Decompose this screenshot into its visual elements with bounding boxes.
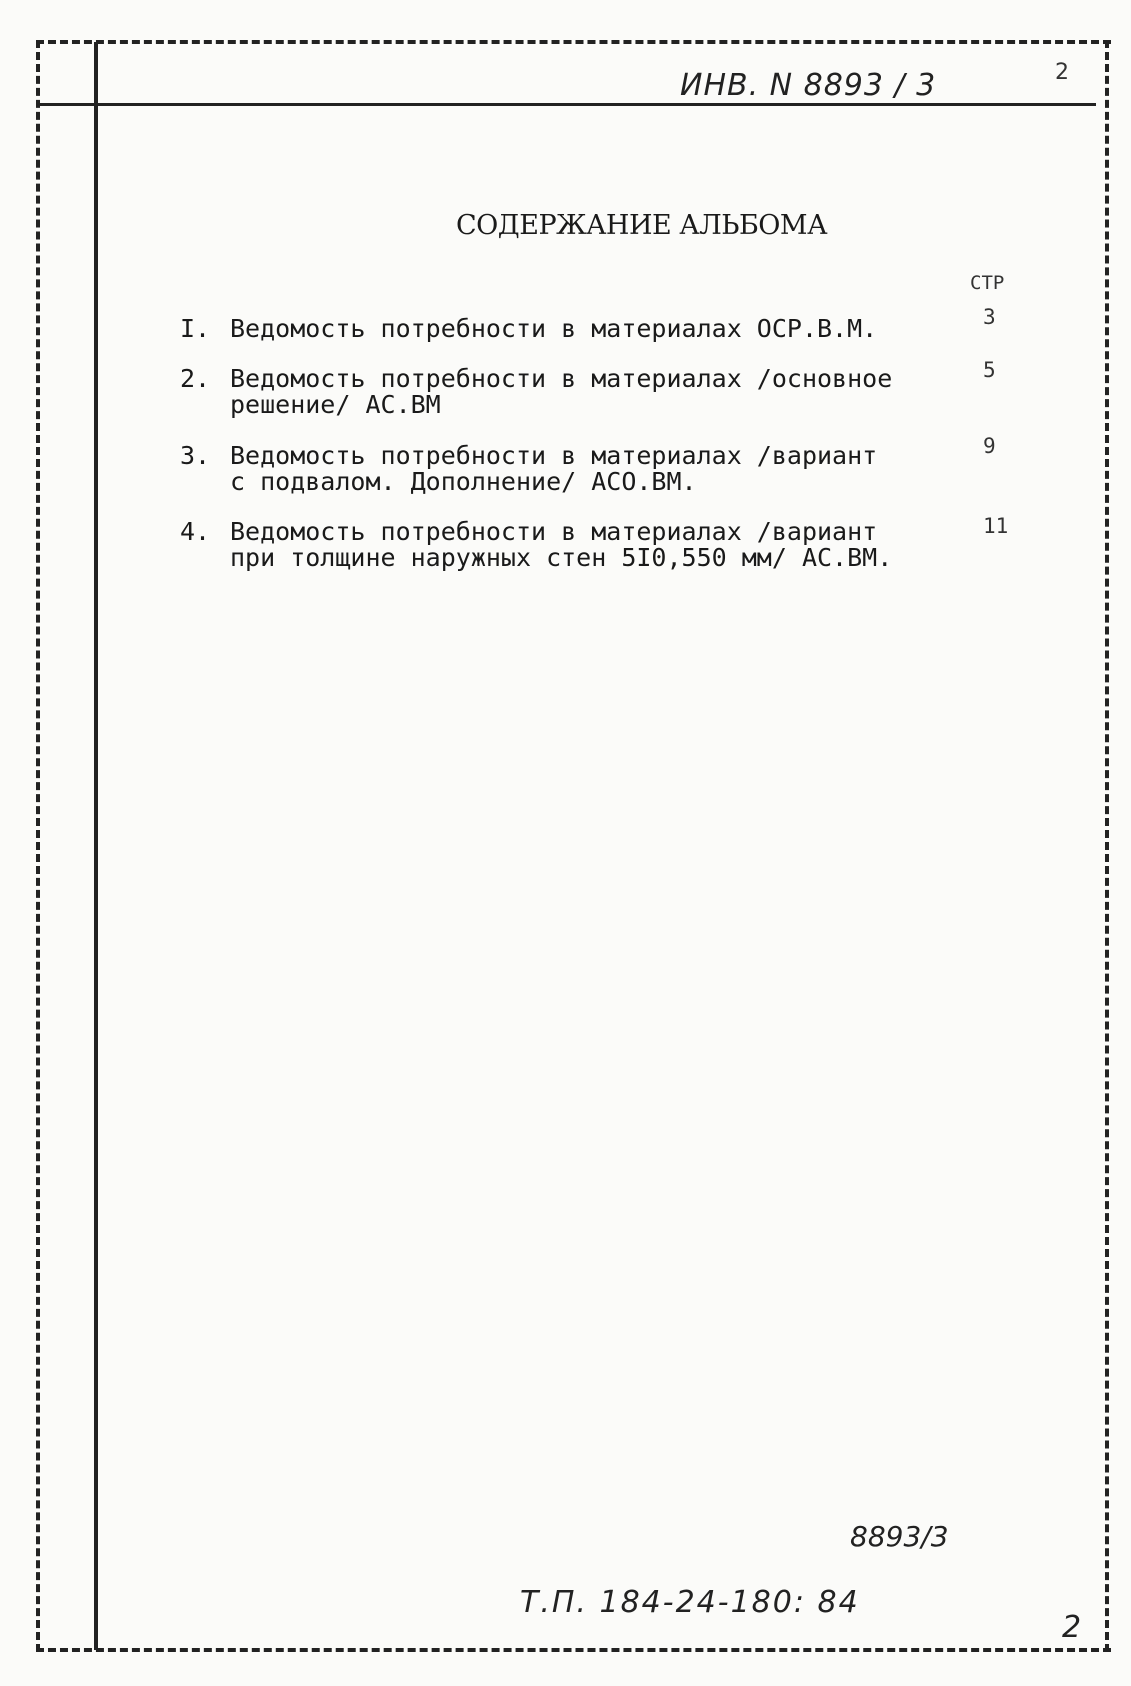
sheet-number: 2: [1062, 1610, 1082, 1645]
frame-left-border: [36, 40, 40, 1652]
toc-item-text: Ведомость потребности в материалах ОСР.В.М.: [230, 314, 878, 343]
toc-item-number: 3.: [180, 441, 211, 470]
page-column-header: СТР: [970, 272, 1005, 294]
handwritten-code-note: 8893/3: [850, 1520, 949, 1553]
toc-item-3-page: 9: [983, 434, 996, 458]
typical-project-code: Т.П. 184-24-180: 84: [520, 1585, 860, 1620]
frame-right-border: [1105, 40, 1109, 1652]
inventory-number: ИНВ. N 8893 / 3: [680, 68, 937, 103]
toc-item-1-page: 3: [983, 305, 996, 329]
toc-item-text: Ведомость потребности в материалах /основное: [230, 364, 893, 393]
toc-item-4-page: 11: [983, 514, 1009, 538]
frame-bottom-border: [36, 1648, 1111, 1652]
toc-item-text-continued: с подвалом. Дополнение/ АСО.ВМ.: [230, 467, 697, 496]
toc-item-number: 2.: [180, 364, 211, 393]
toc-item-2-page: 5: [983, 358, 996, 382]
toc-item-number: I.: [180, 314, 211, 343]
toc-item-text-continued: решение/ АС.ВМ: [230, 390, 441, 419]
toc-item-text: Ведомость потребности в материалах /вариант: [230, 517, 878, 546]
header-rule: [40, 103, 1096, 106]
document-title: СОДЕРЖАНИЕ АЛЬБОМА: [456, 210, 828, 241]
binding-margin-line: [94, 42, 98, 1650]
toc-item-number: 4.: [180, 517, 211, 546]
toc-item-text-continued: при толщине наружных стен 5I0,550 мм/ АС.ВМ.: [230, 543, 893, 572]
toc-item-text: Ведомость потребности в материалах /вариант: [230, 441, 878, 470]
frame-top-border: [36, 40, 1111, 44]
corner-page-number: 2: [1055, 60, 1069, 85]
